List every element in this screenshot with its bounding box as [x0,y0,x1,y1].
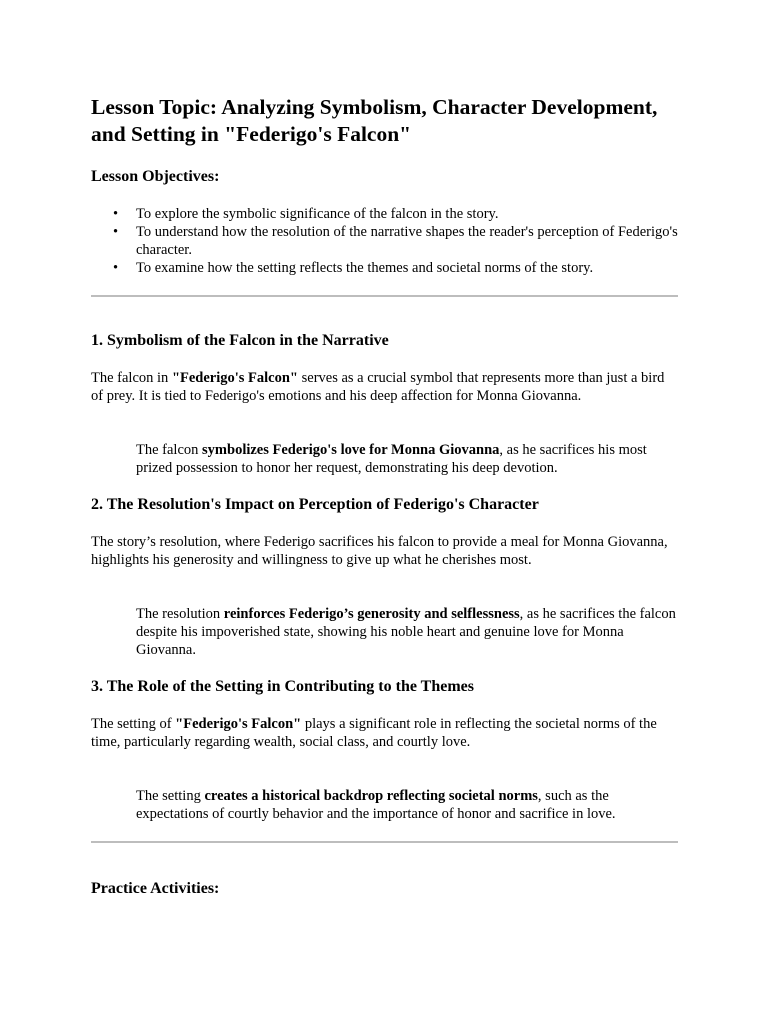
section-quote-resolution [136,605,678,659]
page-title: Lesson Topic: Analyzing Symbolism, Character Development, and Setting in "Federigo's Falcon" [91,95,658,146]
quote-bold-text: creates a historical backdrop reflecting societal norms [204,788,538,804]
intro-text: The setting of [91,716,176,732]
section-intro-resolution: The story’s resolution, where Federigo sacrifices his falcon to provide a meal for Monna Giovanna, highlights his generosity and willingness to give up what he cherishes most. [91,534,668,568]
section-heading-symbolism: 1. Symbolism of the Falcon in the Narrative [91,332,389,349]
quote-text: The resolution [136,606,224,622]
intro-text: plays a significant role in reflecting the societal norms of the time, particularly regarding wealth, social class, and courtly love. [91,716,657,750]
section-heading-resolution: 2. The Resolution's Impact on Perception of Federigo's Character [91,496,539,513]
section-quote-setting [136,787,678,823]
section-divider [91,295,678,297]
intro-text: serves as a crucial symbol that represents more than just a bird of prey. It is tied to Federigo's emotions and his deep affection for Monna Giovanna. [91,370,665,404]
quote-text: , such as the expectations of courtly behavior and the importance of honor and sacrifice in love. [136,788,616,822]
intro-bold-text: "Federigo's Falcon" [175,716,302,732]
section-divider [91,841,678,843]
section-heading-setting: 3. The Role of the Setting in Contributing to the Themes [91,678,474,695]
quote-text: The falcon [136,442,203,458]
objectives-heading: Lesson Objectives: [91,168,220,185]
intro-bold-text: "Federigo's Falcon" [171,370,298,386]
section-intro-symbolism [91,369,678,405]
quote-text: , as he sacrifices his most prized possession to honor her request, demonstrating his deep devotion. [136,442,647,476]
quote-bold-text: reinforces Federigo’s generosity and selflessness [223,606,520,622]
objective-item: • To examine how the setting reflects the themes and societal norms of the story. [136,259,678,277]
quote-bold-text: symbolizes Federigo's love for Monna Giovanna [202,442,500,458]
quote-text: The setting [136,788,205,804]
objective-item: • To explore the symbolic significance of the falcon in the story. [136,205,678,223]
intro-text: The falcon in [91,370,172,386]
practice-heading: Practice Activities: [91,880,220,897]
quote-text: , as he sacrifices the falcon despite his impoverished state, showing his noble heart and genuine love for Monna Giovanna. [136,606,676,658]
objective-item: • To understand how the resolution of the narrative shapes the reader's perception of Federigo's character. [136,223,678,259]
section-quote-symbolism [136,441,678,477]
section-intro-setting [91,715,678,751]
objectives-list [91,205,678,277]
